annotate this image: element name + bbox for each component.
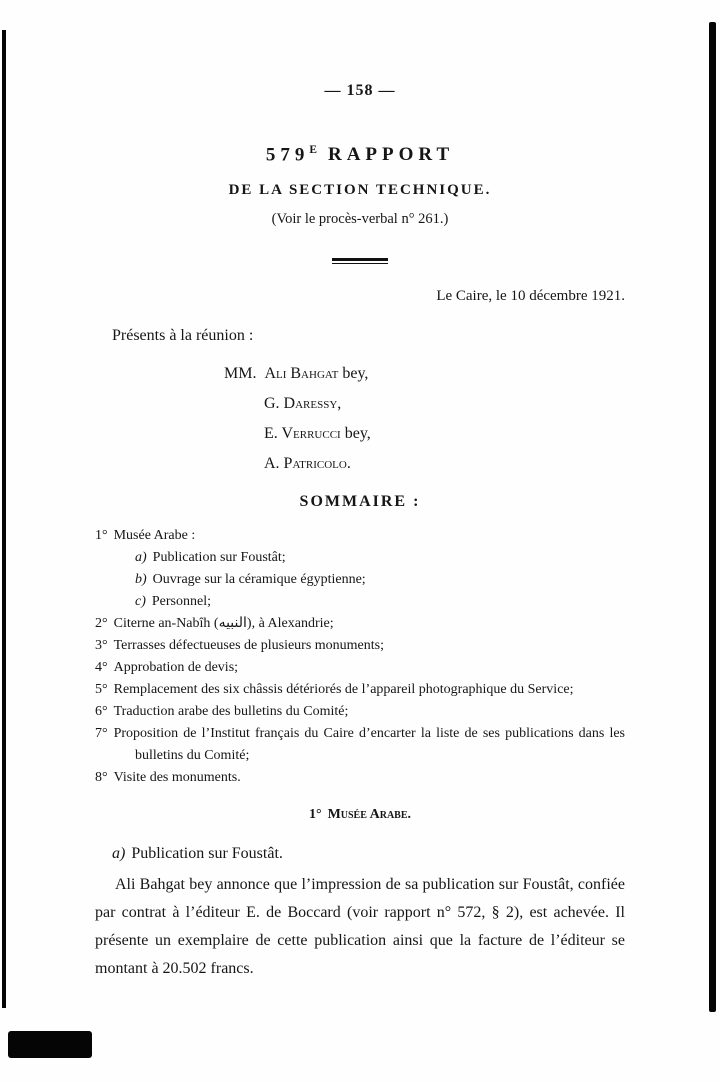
sommaire-subitem (95, 591, 625, 613)
attendee (224, 359, 625, 389)
section-divider (332, 258, 388, 264)
sommaire-item-number: 3° (95, 638, 108, 654)
article-heading-text: Publication sur Foustât. (131, 845, 283, 863)
body-paragraph: Ali Bahgat bey annonce que l’impression de sa publication sur Foustât, confiée par contrat à l’éditeur E. de Boccard (voir rapport n° 572, § 2), est achevée. Il présente un exemplaire de cette publication ainsi que la facture de l’éditeur se montant à 20.502 francs. (95, 876, 625, 978)
attendee (224, 419, 625, 449)
sommaire-item-text: Proposition de l’Institut français du Caire d’encarter la liste de ses publications dans les bulletins du Comité; (113, 726, 625, 764)
sommaire-item-text: Visite des monuments. (113, 770, 241, 786)
report-subtitle: DE LA SECTION TECHNIQUE. (228, 182, 492, 199)
sommaire-item-number: 8° (95, 770, 108, 786)
report-title-word: RAPPORT (327, 144, 455, 166)
sommaire-heading: SOMMAIRE : (299, 493, 421, 511)
article-heading-label: a) (112, 845, 126, 863)
article-heading (112, 845, 625, 863)
attendee-suffix: , (337, 395, 342, 413)
sommaire-subitem-text: Ouvrage sur la céramique égyptienne; (152, 572, 366, 588)
sommaire-item (95, 613, 625, 635)
sommaire-item-text: Citerne an-Nabîh (النبيه), à Alexandrie; (113, 616, 334, 632)
attendee-name: G. Daressy (264, 395, 338, 413)
section-number: 1° (308, 807, 322, 823)
sommaire-item (95, 635, 625, 657)
sommaire-subitem-text: Publication sur Foustât; (152, 550, 286, 566)
sommaire-item-number: 6° (95, 704, 108, 720)
report-title-number: 579 (265, 144, 310, 166)
attendee-list (224, 359, 625, 479)
attendee-suffix: bey, (338, 365, 369, 383)
attendance-intro: Présents à la réunion : (112, 327, 254, 345)
sommaire-item (95, 701, 625, 723)
sommaire-item-number: 2° (95, 616, 108, 632)
sommaire-subitem-label: c) (135, 594, 146, 610)
section-title: Musée Arabe. (327, 807, 412, 823)
sommaire-item (95, 525, 625, 547)
sommaire-item-text: Terrasses défectueuses de plusieurs monuments; (113, 638, 384, 654)
divider-thin-rule (332, 263, 388, 264)
sommaire-item-text: Traduction arabe des bulletins du Comité; (113, 704, 349, 720)
attendee (224, 389, 625, 419)
sommaire-item (95, 679, 625, 701)
sommaire-item-number: 5° (95, 682, 108, 698)
attendee-name: Ali Bahgat (264, 365, 339, 383)
sommaire-item-number: 4° (95, 660, 108, 676)
attendee-name: E. Verrucci (264, 425, 341, 443)
sommaire-subitem (95, 547, 625, 569)
sommaire-subitem-label: a) (135, 550, 147, 566)
attendee (224, 449, 625, 479)
report-title (0, 144, 720, 166)
sommaire-item (95, 657, 625, 679)
scan-artifact-right-edge (709, 22, 716, 1012)
sommaire-subitem (95, 569, 625, 591)
report-title-ordinal: E (309, 144, 318, 156)
attendee-suffix: . (346, 455, 351, 473)
sommaire-item (95, 723, 625, 767)
sommaire-subitem-label: b) (135, 572, 147, 588)
divider-thick-rule (332, 258, 388, 261)
sommaire-item-number: 1° (95, 528, 108, 544)
page-number: — 158 — (324, 82, 396, 99)
sommaire-item (95, 767, 625, 789)
reference-note: (Voir le procès-verbal n° 261.) (271, 211, 449, 228)
dateline: Le Caire, le 10 décembre 1921. (436, 288, 625, 305)
sommaire-item-text: Remplacement des six châssis détériorés de l’appareil photographique du Service; (113, 682, 574, 698)
attendee-prefix: MM. (224, 365, 257, 383)
attendee-suffix: bey, (340, 425, 371, 443)
sommaire-list (95, 525, 625, 789)
sommaire-item-text: Approbation de devis; (113, 660, 239, 676)
section-heading (95, 807, 625, 823)
sommaire-subitem-text: Personnel; (151, 594, 211, 610)
sommaire-item-number: 7° (95, 726, 108, 742)
sommaire-item-text: Musée Arabe : (113, 528, 196, 544)
scan-artifact-left-edge (2, 30, 6, 1008)
scan-artifact-bottom-blob (8, 1031, 92, 1058)
page-content (0, 288, 720, 983)
attendee-name: A. Patricolo (264, 455, 347, 473)
